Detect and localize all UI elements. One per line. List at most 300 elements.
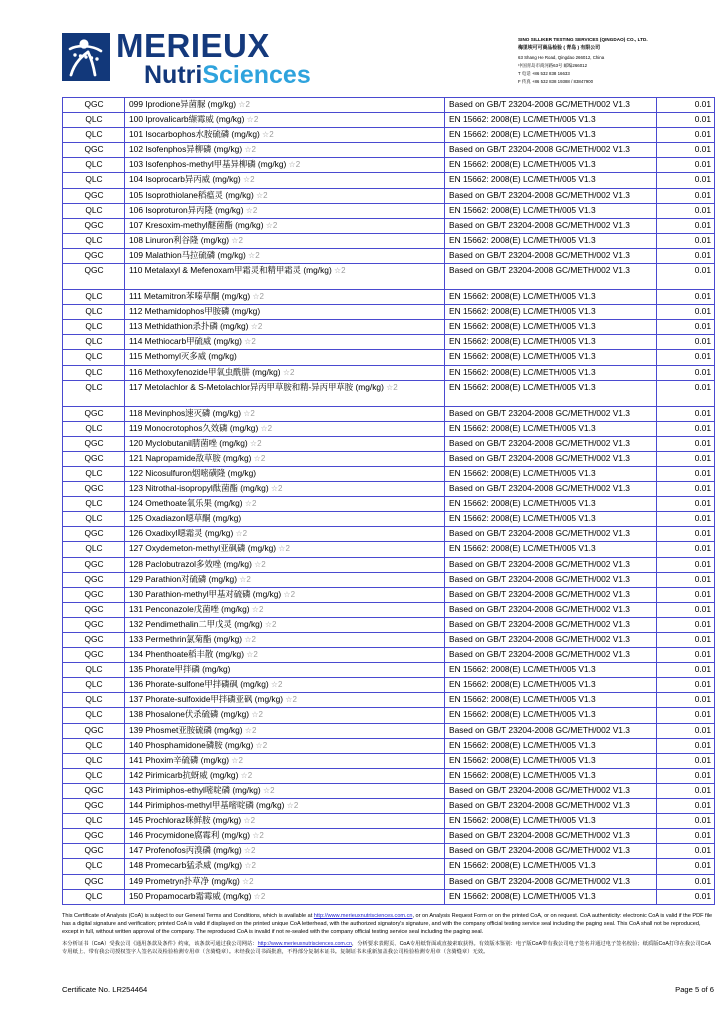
cell-method-code: QGC — [63, 557, 125, 572]
terms-url-link-cn[interactable]: http://www.merieuxnutrisciences.com.cn — [257, 940, 352, 947]
cell-analyte-name: 111 Metamitron苯嗪草酮 (mg/kg) ☆2 — [125, 290, 445, 305]
cell-analyte-name: 108 Linuron利谷隆 (mg/kg) ☆2 — [125, 233, 445, 248]
cell-method-code: QGC — [63, 648, 125, 663]
table-row — [63, 143, 715, 158]
cell-loq-value: 0.01 — [657, 708, 715, 723]
disclaimer-cn-rest: ，分析要求表附页、CoA专用纸背面或直接索取获得。有效版本鉴别：电子版CoA带有我公司电子签名并通过电子签名校验；纸质版CoA打印在我公司CoA专用纸上、带有我公司授权签字人签名以及检验检测专用章（含骑缝章）。未经我公司书面批准，不得部分复制本证书。复制证书未重新加盖我公司检验检测专用章（含骑缝章）无效。 — [62, 940, 711, 956]
cell-method-code: QLC — [63, 128, 125, 143]
cell-analyte-name: 103 Isofenphos-methyl甲基异柳磷 (mg/kg) ☆2 — [125, 158, 445, 173]
star-marker-icon: ☆2 — [236, 100, 250, 109]
table-row — [63, 723, 715, 738]
cell-test-method: Based on GB/T 23204-2008 GC/METH/002 V1.3 — [445, 799, 657, 814]
cell-method-code: QGC — [63, 436, 125, 451]
cell-loq-value: 0.01 — [657, 829, 715, 844]
cell-analyte-name: 113 Methidathion杀扑磷 (mg/kg) ☆2 — [125, 320, 445, 335]
cell-method-code: QGC — [63, 218, 125, 233]
table-row — [63, 889, 715, 904]
cell-loq-value: 0.01 — [657, 889, 715, 904]
cell-test-method: EN 15662: 2008(E) LC/METH/005 V1.3 — [445, 663, 657, 678]
cell-method-code: QGC — [63, 874, 125, 889]
cell-method-code: QGC — [63, 451, 125, 466]
star-marker-icon: ☆2 — [251, 559, 266, 569]
star-marker-icon: ☆2 — [239, 876, 254, 886]
star-marker-icon: ☆2 — [243, 650, 258, 660]
star-marker-icon: ☆2 — [250, 292, 264, 302]
merieux-man-icon — [62, 33, 110, 81]
cell-method-code: QGC — [63, 188, 125, 203]
company-name-en: SINO SILLIKER TESTING SERVICES (QINGDAO) CO., LTD. — [518, 37, 648, 42]
star-marker-icon: ☆2 — [331, 266, 346, 276]
table-row — [63, 512, 715, 527]
cell-analyte-name: 116 Methoxyfenozide甲氧虫酰肼 (mg/kg) ☆2 — [125, 365, 445, 380]
cell-method-code: QGC — [63, 248, 125, 263]
cell-analyte-name: 105 Isoprothiolane稻瘟灵 (mg/kg) ☆2 — [125, 188, 445, 203]
cell-analyte-name: 100 Iprovalicarb缬霉威 (mg/kg) ☆2 — [125, 113, 445, 128]
cell-analyte-name: 144 Pirimiphos-methyl甲基嘧啶磷 (mg/kg) ☆2 — [125, 799, 445, 814]
cell-analyte-name: 101 Isocarbophos水胺硫磷 (mg/kg) ☆2 — [125, 128, 445, 143]
table-row — [63, 421, 715, 436]
certificate-number: Certificate No. LR254464 — [62, 985, 148, 994]
star-marker-icon: ☆2 — [248, 322, 263, 332]
cell-analyte-name: 106 Isoproturon异丙隆 (mg/kg) ☆2 — [125, 203, 445, 218]
cell-test-method: EN 15662: 2008(E) LC/METH/005 V1.3 — [445, 542, 657, 557]
cell-analyte-name: 129 Parathion对硫磷 (mg/kg) ☆2 — [125, 572, 445, 587]
disclaimer-en-lead: This Certificate of Analysis (CoA) is subject to our General Terms and Conditions, which is available at — [62, 913, 314, 919]
cell-test-method: Based on GB/T 23204-2008 GC/METH/002 V1.3 — [445, 188, 657, 203]
cell-test-method: EN 15662: 2008(E) LC/METH/005 V1.3 — [445, 708, 657, 723]
brand-name-merieux: MERIEUX — [116, 27, 270, 64]
cell-method-code: QLC — [63, 421, 125, 436]
disclaimer-en-rest: , or on Analysis Request Form or on the printed CoA, or on request. CoA authenticity: electronic CoA is valid if the PDF file has a digital signature and verification; printed CoA is valid if displayed on the printed unique CoA letterhead, with the authorized signatory's signature, and with the company official testing service seal including the paging seal. This CoA shall not be reproduced, except in full, without written approval of the company. The reproduced CoA is invalid if not re-sealed with the company official testing service seal including the paging seal. — [62, 913, 713, 936]
table-row — [63, 633, 715, 648]
table-row — [63, 557, 715, 572]
star-marker-icon: ☆2 — [233, 529, 248, 539]
cell-analyte-name: 149 Prometryn扑草净 (mg/kg) ☆2 — [125, 874, 445, 889]
cell-analyte-name: 115 Methomyl灭多威 (mg/kg) — [125, 350, 445, 365]
star-marker-icon: ☆2 — [263, 220, 278, 230]
cell-method-code: QLC — [63, 113, 125, 128]
cell-analyte-name: 127 Oxydemeton-methyl亚砜磷 (mg/kg) ☆2 — [125, 542, 445, 557]
table-row — [63, 678, 715, 693]
cell-analyte-name: 109 Malathion马拉硫磷 (mg/kg) ☆2 — [125, 248, 445, 263]
cell-method-code: QGC — [63, 527, 125, 542]
star-marker-icon: ☆2 — [238, 770, 253, 780]
cell-loq-value: 0.01 — [657, 768, 715, 783]
star-marker-icon: ☆2 — [241, 408, 255, 418]
cell-loq-value: 0.01 — [657, 678, 715, 693]
cell-method-code: QGC — [63, 844, 125, 859]
cell-analyte-name: 142 Pirimicarb抗蚜威 (mg/kg) ☆2 — [125, 768, 445, 783]
cell-loq-value: 0.01 — [657, 648, 715, 663]
cell-method-code: QGC — [63, 723, 125, 738]
cell-method-code: QLC — [63, 320, 125, 335]
table-row — [63, 648, 715, 663]
star-marker-icon: ☆2 — [286, 160, 301, 170]
cell-test-method: Based on GB/T 23204-2008 GC/METH/002 V1.3 — [445, 451, 657, 466]
cell-loq-value: 0.01 — [657, 693, 715, 708]
cell-loq-value: 0.01 — [657, 874, 715, 889]
star-marker-icon: ☆2 — [242, 725, 257, 735]
table-row — [63, 98, 715, 113]
cell-test-method: EN 15662: 2008(E) LC/METH/005 V1.3 — [445, 753, 657, 768]
cell-method-code: QGC — [63, 143, 125, 158]
star-marker-icon: ☆2 — [242, 861, 256, 871]
disclaimer-english — [62, 912, 714, 936]
page-header — [0, 0, 722, 97]
table-row — [63, 158, 715, 173]
table-row — [63, 173, 715, 188]
table-row — [63, 708, 715, 723]
cell-loq-value: 0.01 — [657, 305, 715, 320]
table-row — [63, 572, 715, 587]
cell-method-code: QGC — [63, 98, 125, 113]
star-marker-icon: ☆2 — [240, 175, 255, 185]
cell-loq-value: 0.01 — [657, 173, 715, 188]
star-marker-icon: ☆2 — [280, 367, 295, 377]
star-marker-icon: ☆2 — [229, 755, 243, 765]
table-row — [63, 768, 715, 783]
cell-loq-value: 0.01 — [657, 512, 715, 527]
cell-analyte-name: 099 Iprodione异菌脲 (mg/kg) ☆2 — [125, 98, 445, 113]
cell-test-method: Based on GB/T 23204-2008 GC/METH/002 V1.3 — [445, 829, 657, 844]
cell-test-method: EN 15662: 2008(E) LC/METH/005 V1.3 — [445, 497, 657, 512]
cell-method-code: QLC — [63, 466, 125, 481]
table-row — [63, 233, 715, 248]
table-row — [63, 128, 715, 143]
cell-test-method: EN 15662: 2008(E) LC/METH/005 V1.3 — [445, 859, 657, 874]
table-row — [63, 264, 715, 290]
cell-test-method: Based on GB/T 23204-2008 GC/METH/002 V1.3 — [445, 602, 657, 617]
cell-analyte-name: 102 Isofenphos异柳磷 (mg/kg) ☆2 — [125, 143, 445, 158]
cell-method-code: QGC — [63, 633, 125, 648]
cell-loq-value: 0.01 — [657, 572, 715, 587]
cell-loq-value: 0.01 — [657, 406, 715, 421]
table-row — [63, 305, 715, 320]
cell-method-code: QGC — [63, 783, 125, 798]
star-marker-icon: ☆2 — [251, 891, 266, 901]
cell-analyte-name: 135 Phorate甲拌磷 (mg/kg) — [125, 663, 445, 678]
star-marker-icon: ☆2 — [253, 190, 268, 200]
cell-loq-value: 0.01 — [657, 527, 715, 542]
cell-loq-value: 0.01 — [657, 844, 715, 859]
cell-test-method: EN 15662: 2008(E) LC/METH/005 V1.3 — [445, 350, 657, 365]
cell-test-method: Based on GB/T 23204-2008 GC/METH/002 V1.3 — [445, 783, 657, 798]
table-row — [63, 380, 715, 406]
cell-test-method: Based on GB/T 23204-2008 GC/METH/002 V1.3 — [445, 874, 657, 889]
cell-loq-value: 0.01 — [657, 421, 715, 436]
brand-name-nutrisciences — [144, 62, 311, 88]
star-marker-icon: ☆2 — [244, 115, 259, 125]
cell-test-method: Based on GB/T 23204-2008 GC/METH/002 V1.3 — [445, 436, 657, 451]
cell-loq-value: 0.01 — [657, 233, 715, 248]
cell-loq-value: 0.01 — [657, 783, 715, 798]
star-marker-icon: ☆2 — [383, 382, 398, 392]
cell-loq-value: 0.01 — [657, 158, 715, 173]
cell-method-code: QLC — [63, 335, 125, 350]
cell-loq-value: 0.01 — [657, 497, 715, 512]
analytes-table-body — [63, 98, 715, 905]
cell-method-code: QGC — [63, 482, 125, 497]
cell-loq-value: 0.01 — [657, 365, 715, 380]
cell-test-method: Based on GB/T 23204-2008 GC/METH/002 V1.3 — [445, 723, 657, 738]
star-marker-icon: ☆2 — [268, 680, 283, 690]
cell-test-method: Based on GB/T 23204-2008 GC/METH/002 V1.3 — [445, 218, 657, 233]
cell-analyte-name: 119 Monocrotophos久效磷 (mg/kg) ☆2 — [125, 421, 445, 436]
star-marker-icon: ☆2 — [253, 740, 268, 750]
table-row — [63, 248, 715, 263]
table-row — [63, 290, 715, 305]
cell-loq-value: 0.01 — [657, 482, 715, 497]
cell-analyte-name: 134 Phenthoate稻丰散 (mg/kg) ☆2 — [125, 648, 445, 663]
cell-method-code: QGC — [63, 829, 125, 844]
table-row — [63, 844, 715, 859]
cell-analyte-name: 131 Penconazole戊菌唑 (mg/kg) ☆2 — [125, 602, 445, 617]
cell-analyte-name: 126 Oxadixyl噁霜灵 (mg/kg) ☆2 — [125, 527, 445, 542]
table-row — [63, 753, 715, 768]
table-row — [63, 783, 715, 798]
company-name-cn: 梅里埃可可商品检验 ( 青岛 ) 有限公司 — [518, 46, 601, 52]
cell-analyte-name: 143 Pirimiphos-ethyl嘧啶磷 (mg/kg) ☆2 — [125, 783, 445, 798]
cell-analyte-name: 121 Napropamide敌草胺 (mg/kg) ☆2 — [125, 451, 445, 466]
cell-loq-value: 0.01 — [657, 557, 715, 572]
cell-method-code: QLC — [63, 173, 125, 188]
star-marker-icon: ☆2 — [283, 695, 297, 705]
cell-loq-value: 0.01 — [657, 617, 715, 632]
cell-analyte-name: 132 Pendimethalin二甲戊灵 (mg/kg) ☆2 — [125, 617, 445, 632]
cell-test-method: Based on GB/T 23204-2008 GC/METH/002 V1.3 — [445, 572, 657, 587]
cell-test-method: EN 15662: 2008(E) LC/METH/005 V1.3 — [445, 158, 657, 173]
disclaimer-cn-lead: 本分析证书（CoA）受我公司《通用条款及条件》约束，该条款可通过我公司网站： — [62, 940, 258, 947]
cell-loq-value: 0.01 — [657, 466, 715, 481]
star-marker-icon: ☆2 — [284, 801, 299, 811]
star-marker-icon: ☆2 — [259, 130, 274, 140]
cell-analyte-name: 133 Permethrin氯菊酯 (mg/kg) ☆2 — [125, 633, 445, 648]
table-row — [63, 587, 715, 602]
table-row — [63, 693, 715, 708]
table-row — [63, 799, 715, 814]
star-marker-icon: ☆2 — [276, 544, 290, 554]
cell-loq-value: 0.01 — [657, 723, 715, 738]
table-row — [63, 482, 715, 497]
cell-method-code: QLC — [63, 542, 125, 557]
table-row — [63, 350, 715, 365]
cell-method-code: QLC — [63, 497, 125, 512]
company-telephone: T 电话 +86 532 838 16633 — [518, 70, 570, 76]
star-marker-icon: ☆2 — [237, 574, 251, 584]
cell-analyte-name: 136 Phorate-sulfone甲拌磷砜 (mg/kg) ☆2 — [125, 678, 445, 693]
cell-test-method: Based on GB/T 23204-2008 GC/METH/002 V1.3 — [445, 648, 657, 663]
table-row — [63, 113, 715, 128]
cell-method-code: QLC — [63, 290, 125, 305]
cell-analyte-name: 107 Kresoxim-methyl醚菌酯 (mg/kg) ☆2 — [125, 218, 445, 233]
cell-loq-value: 0.01 — [657, 602, 715, 617]
cell-test-method: Based on GB/T 23204-2008 GC/METH/002 V1.3 — [445, 143, 657, 158]
table-row — [63, 874, 715, 889]
disclaimer-chinese — [62, 940, 714, 957]
cell-analyte-name: 137 Phorate-sulfoxide甲拌磷亚砜 (mg/kg) ☆2 — [125, 693, 445, 708]
star-marker-icon: ☆2 — [242, 145, 256, 155]
cell-loq-value: 0.01 — [657, 350, 715, 365]
cell-analyte-name: 125 Oxadiazon噁草酮 (mg/kg) — [125, 512, 445, 527]
cell-analyte-name: 112 Methamidophos甲胺磷 (mg/kg) — [125, 305, 445, 320]
star-marker-icon: ☆2 — [268, 484, 283, 494]
table-row — [63, 527, 715, 542]
company-fax: F 传真 +86 532 838 19388 / 83847900 — [518, 78, 594, 84]
star-marker-icon: ☆2 — [241, 816, 256, 826]
cell-analyte-name: 104 Isoprocarb异丙威 (mg/kg) ☆2 — [125, 173, 445, 188]
cell-test-method: Based on GB/T 23204-2008 GC/METH/002 V1.3 — [445, 527, 657, 542]
table-row — [63, 738, 715, 753]
star-marker-icon: ☆2 — [247, 438, 262, 448]
cell-test-method: EN 15662: 2008(E) LC/METH/005 V1.3 — [445, 128, 657, 143]
company-address-cn: 中国青岛市商河路63号 邮编266012 — [518, 62, 588, 68]
cell-test-method: Based on GB/T 23204-2008 GC/METH/002 V1.3 — [445, 557, 657, 572]
cell-method-code: QLC — [63, 678, 125, 693]
table-row — [63, 814, 715, 829]
analytes-table — [62, 97, 715, 905]
cell-method-code: QGC — [63, 617, 125, 632]
cell-test-method: EN 15662: 2008(E) LC/METH/005 V1.3 — [445, 421, 657, 436]
cell-test-method: EN 15662: 2008(E) LC/METH/005 V1.3 — [445, 365, 657, 380]
page-number: Page 5 of 6 — [675, 985, 714, 994]
cell-test-method: Based on GB/T 23204-2008 GC/METH/002 V1.3 — [445, 406, 657, 421]
cell-test-method: Based on GB/T 23204-2008 GC/METH/002 V1.3 — [445, 482, 657, 497]
cell-loq-value: 0.01 — [657, 380, 715, 406]
cell-analyte-name: 110 Metalaxyl & Mefenoxam甲霜灵和精甲霜灵 (mg/kg) ☆2 — [125, 264, 445, 290]
cell-analyte-name: 138 Phosalone伏杀硫磷 (mg/kg) ☆2 — [125, 708, 445, 723]
cell-test-method: EN 15662: 2008(E) LC/METH/005 V1.3 — [445, 380, 657, 406]
cell-loq-value: 0.01 — [657, 203, 715, 218]
brand-logo — [62, 27, 311, 89]
footer-meta-row — [62, 985, 714, 994]
cell-method-code: QLC — [63, 859, 125, 874]
cell-test-method: EN 15662: 2008(E) LC/METH/005 V1.3 — [445, 814, 657, 829]
star-marker-icon: ☆2 — [229, 235, 243, 245]
table-row — [63, 218, 715, 233]
cell-loq-value: 0.01 — [657, 633, 715, 648]
cell-loq-value: 0.01 — [657, 98, 715, 113]
brand-wordmark — [116, 27, 311, 89]
cell-analyte-name: 124 Omethoate氧乐果 (mg/kg) ☆2 — [125, 497, 445, 512]
star-marker-icon: ☆2 — [251, 453, 266, 463]
cell-loq-value: 0.01 — [657, 753, 715, 768]
cell-method-code: QGC — [63, 572, 125, 587]
cell-analyte-name: 114 Methiocarb甲硫威 (mg/kg) ☆2 — [125, 335, 445, 350]
cell-analyte-name: 148 Promecarb猛杀威 (mg/kg) ☆2 — [125, 859, 445, 874]
cell-method-code: QLC — [63, 663, 125, 678]
table-row — [63, 859, 715, 874]
cell-method-code: QLC — [63, 305, 125, 320]
cell-test-method: EN 15662: 2008(E) LC/METH/005 V1.3 — [445, 305, 657, 320]
cell-method-code: QLC — [63, 233, 125, 248]
cell-test-method: EN 15662: 2008(E) LC/METH/005 V1.3 — [445, 678, 657, 693]
star-marker-icon: ☆2 — [242, 499, 257, 509]
star-marker-icon: ☆2 — [249, 710, 263, 720]
star-marker-icon: ☆2 — [242, 635, 256, 644]
cell-test-method: EN 15662: 2008(E) LC/METH/005 V1.3 — [445, 320, 657, 335]
terms-url-link[interactable]: http://www.merieuxnutrisciences.com.cn — [313, 913, 413, 919]
cell-test-method: EN 15662: 2008(E) LC/METH/005 V1.3 — [445, 335, 657, 350]
cell-loq-value: 0.01 — [657, 451, 715, 466]
cell-method-code: QLC — [63, 889, 125, 904]
cell-analyte-name: 140 Phosphamidone磷胺 (mg/kg) ☆2 — [125, 738, 445, 753]
cell-loq-value: 0.01 — [657, 320, 715, 335]
table-row — [63, 320, 715, 335]
table-row — [63, 466, 715, 481]
table-row — [63, 497, 715, 512]
cell-loq-value: 0.01 — [657, 248, 715, 263]
cell-method-code: QLC — [63, 768, 125, 783]
star-marker-icon: ☆2 — [249, 604, 264, 614]
table-row — [63, 829, 715, 844]
cell-analyte-name: 130 Parathion-methyl甲基对硫磷 (mg/kg) ☆2 — [125, 587, 445, 602]
cell-method-code: QLC — [63, 380, 125, 406]
cell-method-code: QLC — [63, 350, 125, 365]
star-marker-icon: ☆2 — [243, 205, 258, 215]
table-row — [63, 451, 715, 466]
cell-loq-value: 0.01 — [657, 799, 715, 814]
cell-test-method: EN 15662: 2008(E) LC/METH/005 V1.3 — [445, 290, 657, 305]
cell-analyte-name: 122 Nicosulfuron烟嘧磺隆 (mg/kg) — [125, 466, 445, 481]
cell-method-code: QGC — [63, 602, 125, 617]
company-address-block — [518, 30, 714, 86]
cell-method-code: QGC — [63, 587, 125, 602]
cell-loq-value: 0.01 — [657, 290, 715, 305]
table-row — [63, 365, 715, 380]
table-row — [63, 663, 715, 678]
star-marker-icon: ☆2 — [250, 831, 264, 841]
cell-analyte-name: 141 Phoxim辛硫磷 (mg/kg) ☆2 — [125, 753, 445, 768]
cell-loq-value: 0.01 — [657, 542, 715, 557]
cell-test-method: Based on GB/T 23204-2008 GC/METH/002 V1.3 — [445, 617, 657, 632]
star-marker-icon: ☆2 — [245, 250, 260, 260]
cell-test-method: EN 15662: 2008(E) LC/METH/005 V1.3 — [445, 693, 657, 708]
cell-method-code: QLC — [63, 203, 125, 218]
cell-test-method: EN 15662: 2008(E) LC/METH/005 V1.3 — [445, 233, 657, 248]
cell-method-code: QLC — [63, 708, 125, 723]
cell-method-code: QLC — [63, 753, 125, 768]
cell-loq-value: 0.01 — [657, 113, 715, 128]
cell-loq-value: 0.01 — [657, 663, 715, 678]
cell-method-code: QLC — [63, 814, 125, 829]
cell-test-method: EN 15662: 2008(E) LC/METH/005 V1.3 — [445, 738, 657, 753]
cell-loq-value: 0.01 — [657, 188, 715, 203]
cell-method-code: QLC — [63, 365, 125, 380]
cell-test-method: Based on GB/T 23204-2008 GC/METH/002 V1.3 — [445, 264, 657, 290]
cell-analyte-name: 123 Nitrothal-isopropyl酞菌酯 (mg/kg) ☆2 — [125, 482, 445, 497]
cell-method-code: QLC — [63, 693, 125, 708]
cell-method-code: QLC — [63, 512, 125, 527]
cell-test-method: EN 15662: 2008(E) LC/METH/005 V1.3 — [445, 889, 657, 904]
cell-loq-value: 0.01 — [657, 218, 715, 233]
cell-test-method: Based on GB/T 23204-2008 GC/METH/002 V1.3 — [445, 587, 657, 602]
cell-loq-value: 0.01 — [657, 264, 715, 290]
cell-test-method: EN 15662: 2008(E) LC/METH/005 V1.3 — [445, 768, 657, 783]
table-row — [63, 436, 715, 451]
cell-analyte-name: 147 Profenofos丙溴磷 (mg/kg) ☆2 — [125, 844, 445, 859]
company-address-en: 63 Shang He Road, Qingdao 266012, China — [518, 54, 605, 60]
cell-test-method: EN 15662: 2008(E) LC/METH/005 V1.3 — [445, 512, 657, 527]
cell-loq-value: 0.01 — [657, 128, 715, 143]
table-row — [63, 335, 715, 350]
cell-analyte-name: 150 Propamocarb霜霉威 (mg/kg) ☆2 — [125, 889, 445, 904]
cell-analyte-name: 146 Procymidone腐霉利 (mg/kg) ☆2 — [125, 829, 445, 844]
cell-analyte-name: 128 Paclobutrazol多效唑 (mg/kg) ☆2 — [125, 557, 445, 572]
star-marker-icon: ☆2 — [260, 785, 275, 795]
cell-loq-value: 0.01 — [657, 859, 715, 874]
cell-analyte-name: 117 Metolachlor & S-Metolachlor异丙甲草胺和精-异丙甲草胺 (mg/kg) ☆2 — [125, 380, 445, 406]
table-row — [63, 203, 715, 218]
